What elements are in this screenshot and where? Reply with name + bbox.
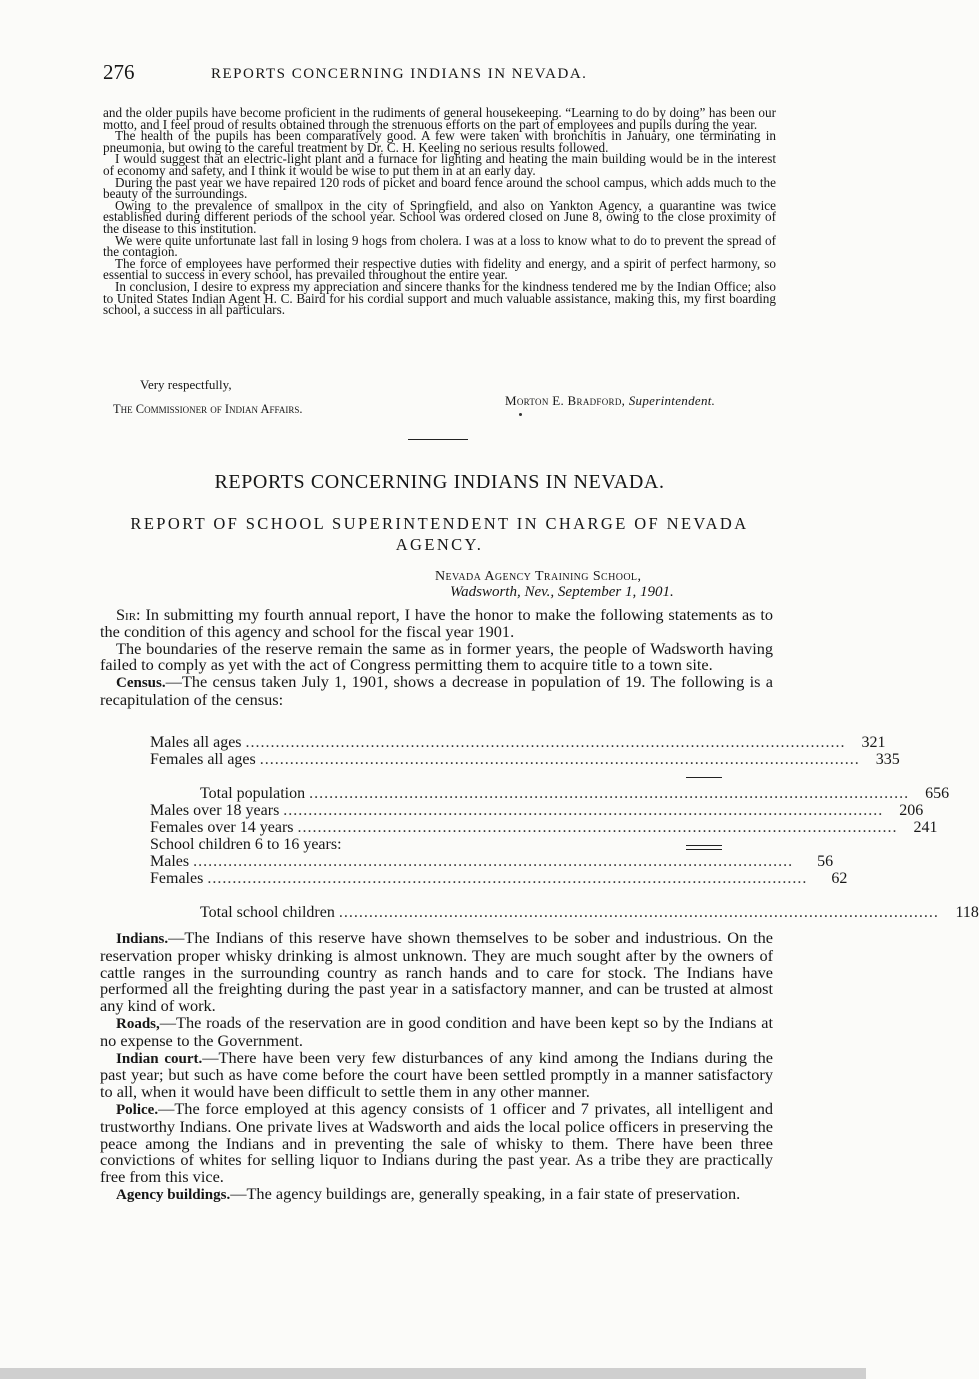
table-row bbox=[200, 904, 979, 921]
signature-name: Morton E. Bradford, bbox=[505, 393, 626, 408]
paragraph-text: In submitting my fourth annual report, I have the honor to make the following statements as to the condition of this agency and school for the fiscal year 1901. bbox=[100, 605, 774, 641]
paragraph: The force of employees have performed their respective duties with fidelity and energy, and a spirit of perfect harmony, so essential to success in every school, has prevailed throughout the entire year. bbox=[103, 255, 776, 283]
leader-dots: ........................................................................................................................ bbox=[193, 853, 794, 870]
table-row bbox=[150, 853, 834, 870]
section-head: Roads, bbox=[116, 1015, 160, 1032]
sum-rule bbox=[686, 777, 722, 778]
table-row bbox=[200, 785, 950, 802]
paragraph bbox=[100, 1012, 773, 1050]
paragraph: The boundaries of the reserve remain the same as in former years, the people of Wadsworth having failed to comply as yet with the act of Congress permitting them to acquire title to a town site. bbox=[100, 638, 773, 675]
row-value: 656 bbox=[925, 785, 950, 802]
paragraph bbox=[100, 930, 773, 1015]
row-label: Males over 18 years bbox=[150, 802, 280, 819]
section-head: Agency buildings. bbox=[116, 1186, 231, 1203]
paragraph: Owing to the prevalence of smallpox in the city of Springfield, and also on Yankton Agency, a quarantine was twice established during different periods of the school year. School was ordered closed on June 8, owing to the close proximity of the disease to this institution. bbox=[103, 197, 776, 236]
dateline-place: Nevada Agency Training School, bbox=[435, 569, 642, 584]
row-label: School children 6 to 16 years: bbox=[150, 836, 342, 853]
signature bbox=[505, 393, 715, 409]
paragraph: In conclusion, I desire to express my appreciation and sincere thanks for the kindness tendered me by the Indian Office; also to United States Indian Agent H. C. Baird for his cordial support and much valuable assistance, making this, my first boarding school, a success in all particulars. bbox=[103, 278, 776, 318]
row-value: 335 bbox=[875, 751, 900, 768]
row-value: 56 bbox=[817, 853, 834, 870]
section-head: Police. bbox=[116, 1101, 159, 1118]
row-label: Females all ages bbox=[150, 751, 256, 768]
double-rule bbox=[686, 845, 722, 846]
paragraph-text: —The roads of the reservation are in good condition and have been kept so by the Indians at no expense to the Government. bbox=[100, 1012, 773, 1050]
row-value: 321 bbox=[861, 734, 886, 751]
row-label: Females over 14 years bbox=[150, 819, 294, 836]
table-row bbox=[150, 734, 886, 751]
paragraph bbox=[100, 1098, 773, 1187]
row-value: 118 bbox=[955, 904, 979, 921]
section-head: Census. bbox=[116, 675, 166, 692]
paragraph bbox=[100, 607, 773, 641]
paragraph bbox=[100, 674, 773, 709]
paragraph-text: —There have been very few disturbances of any kind among the Indians during the past year; but such as have come before the court have been settled promptly in a manner satisfactory to all, when it would have been difficult to settle them in any other manner. bbox=[100, 1047, 774, 1102]
row-label: Total school children bbox=[200, 904, 335, 921]
row-label: Females bbox=[150, 870, 204, 887]
row-label: Males bbox=[150, 853, 190, 870]
addressee: The Commissioner of Indian Affairs. bbox=[113, 402, 303, 416]
previous-report-text bbox=[103, 107, 776, 316]
paragraph bbox=[100, 1047, 774, 1102]
row-label: Total population bbox=[200, 785, 306, 802]
report-subtitle: REPORT OF SCHOOL SUPERINTENDENT IN CHARGE OF NEVADA AGENCY. bbox=[130, 514, 749, 554]
paragraph: and the older pupils have become proficient in the rudiments of general housekeeping. “Learning to do by doing” has been our motto, and I feel proud of results obtained through the strenuous efforts on the part of employees and pupils during the year. bbox=[103, 105, 776, 132]
table-row bbox=[150, 751, 900, 768]
double-rule bbox=[686, 849, 722, 850]
paragraph: The health of the pupils has been comparatively good. A few were taken with bronchitis in January, one terminating in pneumonia, but owing to the careful treatment by Dr. C. H. Keeling no serious results followed. bbox=[103, 128, 776, 155]
table-row bbox=[150, 819, 938, 836]
table-row bbox=[150, 836, 722, 853]
page-edge bbox=[0, 1368, 866, 1379]
leader-dots: ........................................................................................................................ bbox=[245, 734, 846, 751]
paragraph: I would suggest that an electric-light plant and a furnace for lighting and heating the main building would be in the interest of economy and safety, and I think it would be wise to put them in at an early day. bbox=[103, 151, 776, 178]
row-label: Males all ages bbox=[150, 734, 242, 751]
leader-dots: ........................................................................................................................ bbox=[297, 819, 898, 836]
table-row bbox=[150, 870, 848, 887]
paragraph: During the past year we have repaired 120 rods of picket and board fence around the school campus, which adds much to the beauty of the surroundings. bbox=[103, 174, 776, 202]
row-value: 62 bbox=[831, 870, 848, 887]
paragraph-text: —The force employed at this agency consists of 1 officer and 7 privates, all intelligent and trustworthy Indians. One private lives at Wadsworth and aids the local police officers in preserving the peace among the Indians and in preventing the sale of whisky to them. There have been three convictions of whites for selling liquor to Indians during the past year. As a tribe they are practically free from this vice. bbox=[100, 1098, 773, 1187]
section-head: Indians. bbox=[116, 931, 169, 947]
section-head: Indian court. bbox=[116, 1050, 203, 1067]
intro-text bbox=[100, 607, 773, 709]
leader-dots: ........................................................................................................................ bbox=[283, 802, 884, 819]
salutation: Sir: bbox=[116, 605, 141, 624]
leader-dots: ........................................................................................................................ bbox=[259, 751, 860, 768]
paragraph: We were quite unfortunate last fall in losing 9 hogs from cholera. I was at a loss to know what to do to prevent the spread of the contagion. bbox=[103, 232, 776, 260]
signature-title: Superintendent. bbox=[628, 393, 716, 408]
table-row bbox=[150, 802, 924, 819]
section-title: REPORTS CONCERNING INDIANS IN NEVADA. bbox=[214, 471, 665, 493]
page-header bbox=[103, 60, 783, 90]
row-value: 241 bbox=[913, 819, 938, 836]
paragraph-text: —The Indians of this reserve have shown themselves to be sober and industrious. On the reservation proper whisky drinking is almost unknown. They are much sought after by the owners of cattle ranges in the surrounding country as ranch hands and to care for stock. The Indians have performed all the freighting during the past year in a satisfactory manner, and can be trusted at almost any kind of work. bbox=[100, 928, 773, 1016]
leader-dots: ........................................................................................................................ bbox=[338, 904, 939, 921]
row-value: 206 bbox=[899, 802, 924, 819]
paragraph bbox=[100, 1183, 773, 1204]
report-sections bbox=[100, 930, 773, 1204]
closing-phrase: Very respectfully, bbox=[140, 377, 232, 392]
section-divider bbox=[408, 439, 468, 440]
page-number: 276 bbox=[103, 60, 135, 84]
leader-dots: ........................................................................................................................ bbox=[309, 785, 910, 802]
ink-speck bbox=[519, 413, 522, 416]
leader-dots: ........................................................................................................................ bbox=[207, 870, 808, 887]
running-head: REPORTS CONCERNING INDIANS IN NEVADA. bbox=[211, 66, 588, 82]
paragraph-text: —The agency buildings are, generally speaking, in a fair state of preservation. bbox=[230, 1183, 741, 1203]
dateline-date: Wadsworth, Nev., September 1, 1901. bbox=[450, 584, 674, 600]
paragraph-text: —The census taken July 1, 1901, shows a decrease in population of 19. The following is a recapitulation of the census: bbox=[100, 672, 773, 709]
